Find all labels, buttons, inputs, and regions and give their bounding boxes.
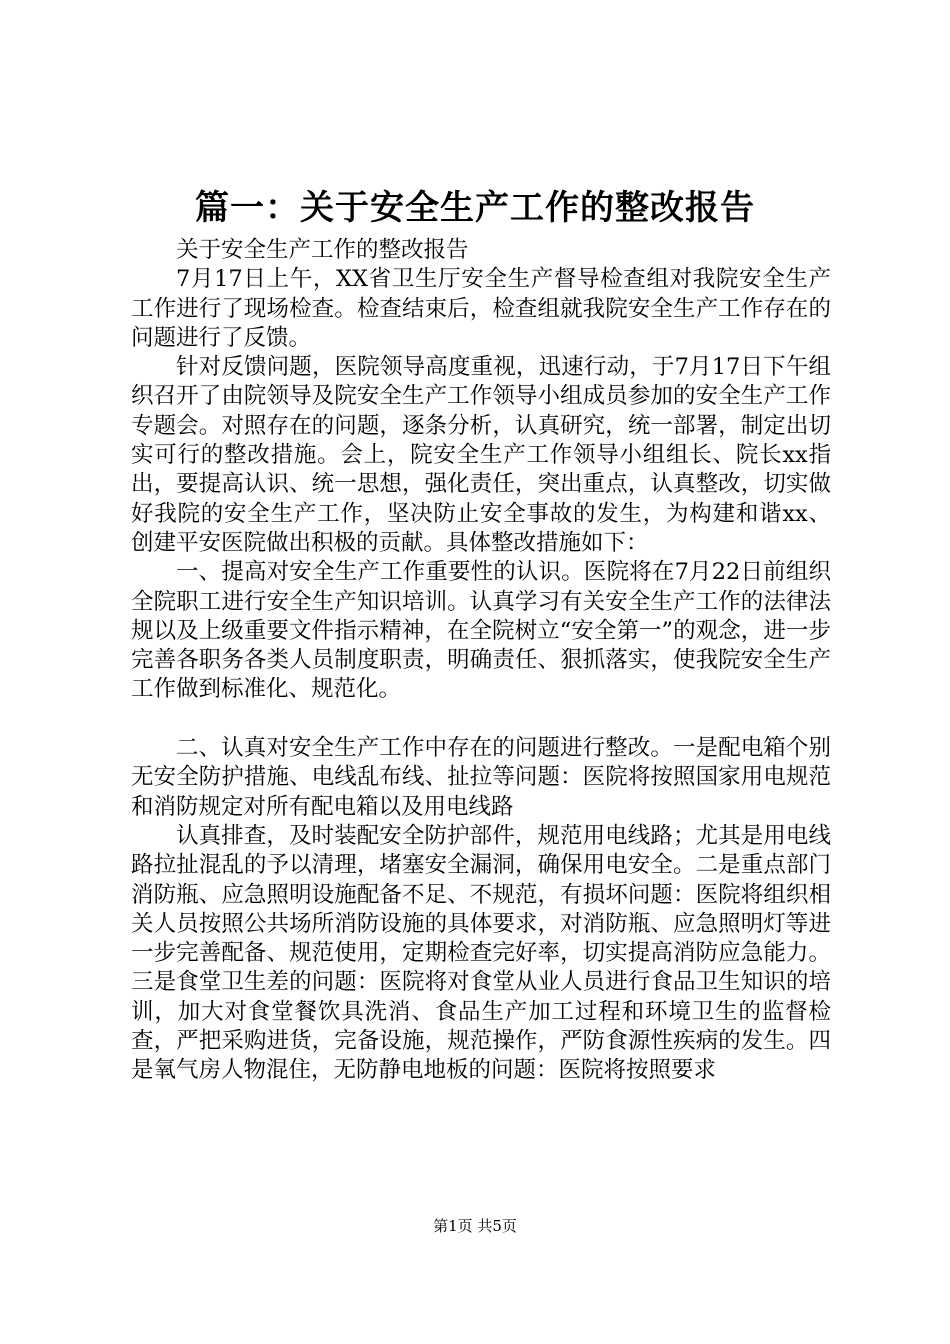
paragraph-response: 针对反馈问题，医院领导高度重视，迅速行动，于7月17日下午组织召开了由院领导及院安全生产工作领导小组成员参加的安全生产工作专题会。对照存在的问题，逐条分析，认真研究，统一部署，制定出切实可行的整改措施。会上，院安全生产工作领导小组组长、院长xx指出，要提高认识、统一思想，强化责任，突出重点，认真整改，切实做好我院的安全生产工作，坚决防止安全事故的发生，为构建和谐xx、创建平安医院做出积极的贡献。具体整改措施如下： [131, 354, 831, 556]
paragraph-measure-one: 一、提高对安全生产工作重要性的认识。医院将在7月22日前组织全院职工进行安全生产知识培训。认真学习有关安全生产工作的法律法规以及上级重要文件指示精神，在全院树立“安全第一”的观念，进一步完善各职务各类人员制度职责，明确责任、狠抓落实，使我院安全生产工作做到标准化、规范化。 [131, 559, 831, 703]
page-number-footer: 第1页 共5页 [433, 1217, 517, 1235]
document-body [131, 236, 831, 1086]
paragraph-inspection: 7月17日上午，XX省卫生厅安全生产督导检查组对我院安全生产工作进行了现场检查。检查结束后，检查组就我院安全生产工作存在的问题进行了反馈。 [131, 266, 831, 351]
paragraph-measure-two: 二、认真对安全生产工作中存在的问题进行整改。一是配电箱个别无安全防护措施、电线乱布线、扯拉等问题：医院将按照国家用电规范和消防规定对所有配电箱以及用电线路 [131, 735, 831, 820]
document-subtitle: 关于安全生产工作的整改报告 [176, 237, 469, 263]
paragraph-measure-two-continued: 认真排查，及时装配安全防护部件，规范用电线路；尤其是用电线路拉扯混乱的予以清理，堵塞安全漏洞，确保用电安全。二是重点部门消防瓶、应急照明设施配备不足、不规范，有损坏问题：医院将组织相关人员按照公共场所消防设施的具体要求，对消防瓶、应急照明灯等进一步完善配备、规范使用，定期检查完好率，切实提高消防应急能力。三是食堂卫生差的问题：医院将对食堂从业人员进行食品卫生知识的培训，加大对食堂餐饮具洗消、食品生产加工过程和环境卫生的监督检查，严把采购进货，完备设施，规范操作，严防食源性疾病的发生。四是氧气房人物混住，无防静电地板的问题：医院将按照要求 [131, 822, 831, 1084]
page-title: 篇一：关于安全生产工作的整改报告 [195, 188, 755, 228]
